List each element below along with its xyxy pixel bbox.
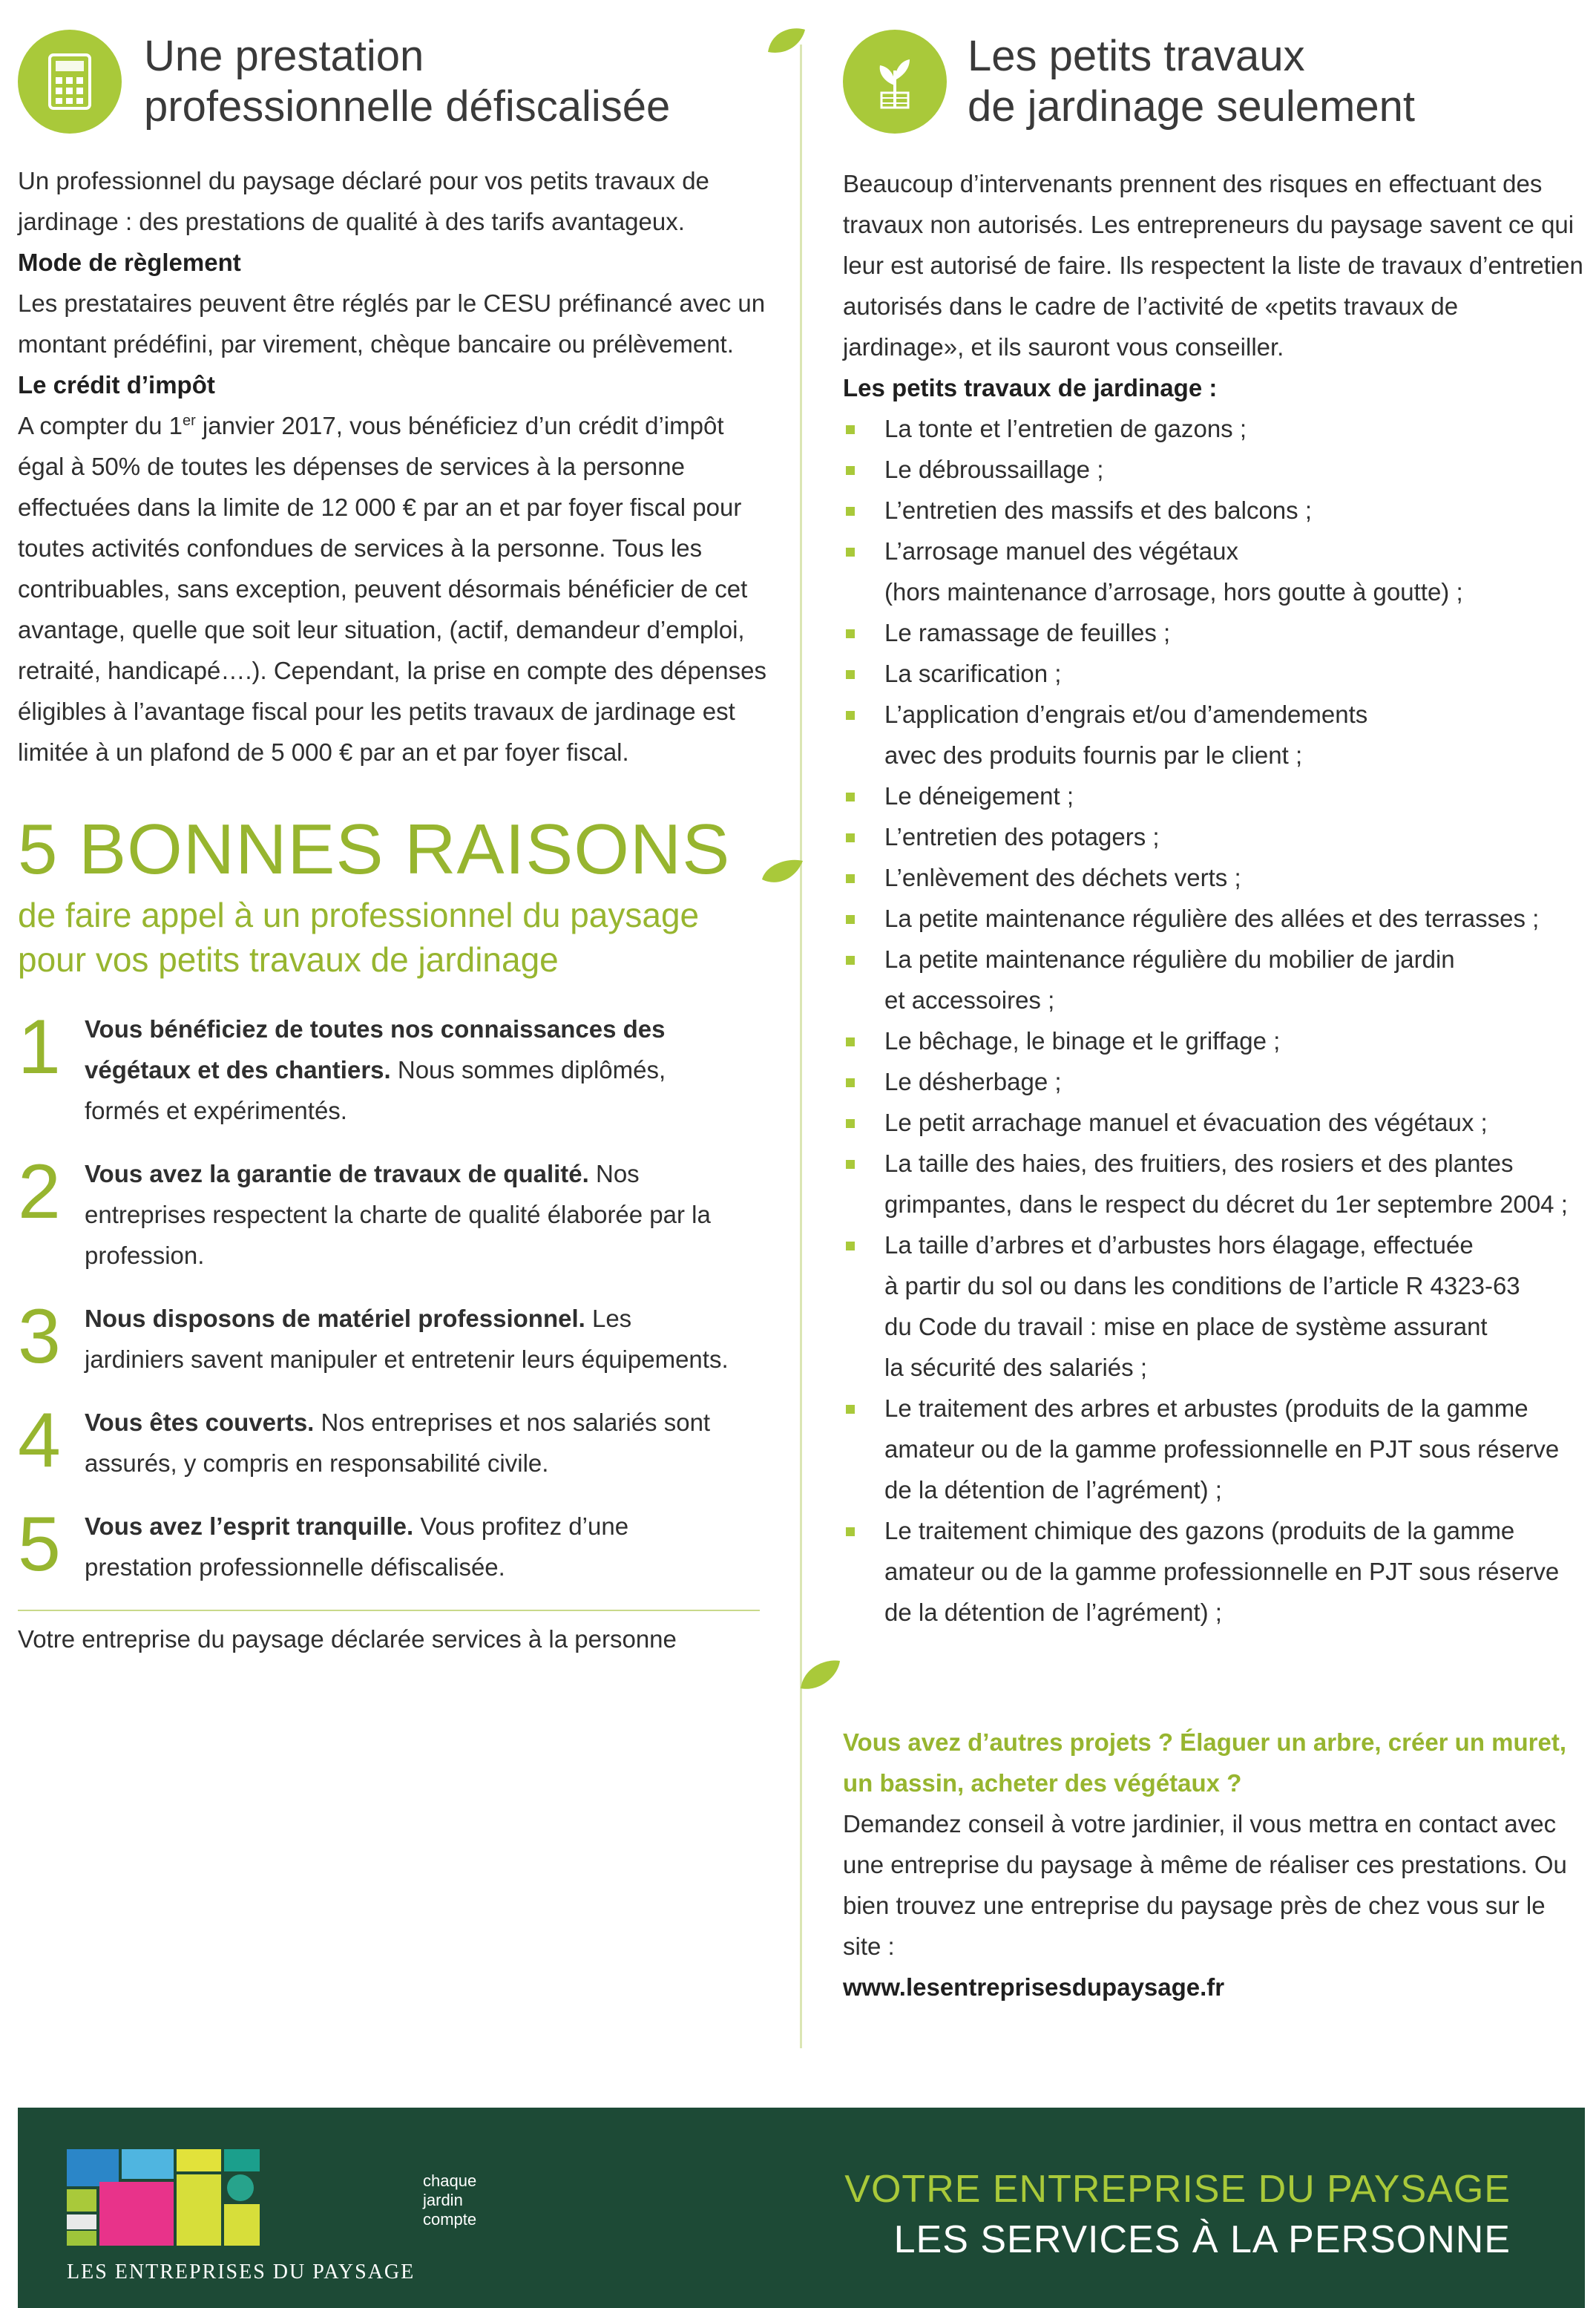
- reason-item: [18, 1397, 767, 1484]
- logo-tagline: chaque jardin compte: [423, 2171, 477, 2229]
- list-item: La petite maintenance régulière du mobilier de jardin et accessoires ;: [843, 939, 1585, 1020]
- tagline: Votre entreprise du paysage déclarée services à la personne: [18, 1625, 677, 1653]
- reasons-subtitle-2: pour vos petits travaux de jardinage: [18, 940, 559, 979]
- list-item: Le petit arrachage manuel et évacuation des végétaux ;: [843, 1102, 1585, 1143]
- list-item: L’entretien des massifs et des balcons ;: [843, 490, 1585, 531]
- reason-number: 5: [18, 1501, 61, 1587]
- leaf-icon: [797, 1655, 844, 1696]
- logo-mosaic: [67, 2149, 260, 2246]
- left-title-line2: professionnelle défiscalisée: [144, 82, 671, 131]
- list-item: Le ramassage de feuilles ;: [843, 612, 1585, 653]
- list-item: Le traitement des arbres et arbustes (produits de la gamme amateur ou de la gamme professionnelle en PJT sous réserve de la détention de l’agrément) ;: [843, 1388, 1585, 1510]
- company-logo: [67, 2149, 482, 2290]
- projects-question: Vous avez d’autres projets ? Élaguer un arbre, créer un muret, un bassin, acheter des végétaux ?: [843, 1728, 1567, 1797]
- left-title-line1: Une prestation: [144, 32, 424, 80]
- projects-block: [843, 1722, 1585, 2007]
- reason-item: [18, 1294, 767, 1380]
- credit-heading: Le crédit d’impôt: [18, 371, 215, 399]
- list-item: La taille d’arbres et d’arbustes hors élagage, effectuée à partir du sol ou dans les conditions de l’article R 4323-63 du Code du travail : mise en place de système assurant la sécurité des salariés ;: [843, 1225, 1585, 1388]
- calculator-icon: [18, 30, 122, 134]
- left-intro-block: [18, 160, 767, 773]
- leaf-icon: [764, 22, 809, 59]
- footer-line1: VOTRE ENTREPRISE DU PAYSAGE: [844, 2168, 1511, 2211]
- reasons-subtitle-1: de faire appel à un professionnel du paysage: [18, 896, 700, 934]
- footer-line2: LES SERVICES À LA PERSONNE: [893, 2218, 1511, 2261]
- list-item: La taille des haies, des fruitiers, des rosiers et des plantes grimpantes, dans le respect du décret du 1er septembre 2004 ;: [843, 1143, 1585, 1225]
- list-item: Le débroussaillage ;: [843, 449, 1585, 490]
- website-link[interactable]: www.lesentreprisesdupaysage.fr: [843, 1973, 1225, 2001]
- right-heading: [843, 30, 1585, 134]
- logo-name: LES ENTREPRISES DU PAYSAGE: [67, 2261, 416, 2284]
- intro-text: Un professionnel du paysage déclaré pour vos petits travaux de jardinage : des prestations de qualité à des tarifs avantageux.: [18, 167, 709, 235]
- reason-item: [18, 1004, 767, 1131]
- left-heading: [18, 30, 767, 134]
- reason-item: [18, 1149, 767, 1276]
- reason-number: 1: [18, 1004, 61, 1090]
- list-item: L’enlèvement des déchets verts ;: [843, 857, 1585, 898]
- projects-text: Demandez conseil à votre jardinier, il vous mettra en contact avec une entreprise du paysage à même de réaliser ces prestations. Ou bien trouvez une entreprise du paysage près de chez vous sur le site :: [843, 1810, 1567, 1960]
- reason-text: Vous avez l’esprit tranquille. Vous profitez d’une prestation professionnelle défiscalisée.: [85, 1512, 629, 1581]
- reasons-list: [18, 1004, 767, 1587]
- list-item: L’application d’engrais et/ou d’amendements avec des produits fournis par le client ;: [843, 694, 1585, 776]
- plant-icon: [843, 30, 947, 134]
- payment-text: Les prestataires peuvent être réglés par le CESU préfinancé avec un montant prédéfini, par virement, chèque bancaire ou prélèvement.: [18, 289, 766, 358]
- credit-text: A compter du 1er janvier 2017, vous bénéficiez d’un crédit d’impôt égal à 50% de toutes les dépenses de services à la personne effectuées dans la limite de 12 000 € par an et par foyer fiscal pour toutes activités confondues de services à la personne. Tous les contribuables, sans exception, peuvent désormais bénéficier de cet avantage, quelle que soit leur situation, (actif, demandeur d’emploi, retraité, handicapé….). Cependant, la prise en compte des dépenses éligibles à l’avantage fiscal pour les petits travaux de jardinage est limitée à un plafond de 5 000 € par an et par foyer fiscal.: [18, 412, 766, 766]
- footer-slogan: [844, 2167, 1511, 2262]
- list-item: L’arrosage manuel des végétaux (hors maintenance d’arrosage, hors goutte à goutte) ;: [843, 531, 1585, 612]
- reason-text: Vous êtes couverts. Nos entreprises et nos salariés sont assurés, y compris en responsabilité civile.: [85, 1409, 711, 1477]
- payment-heading: Mode de règlement: [18, 249, 241, 276]
- right-title-line1: Les petits travaux: [968, 32, 1305, 80]
- list-item: L’entretien des potagers ;: [843, 816, 1585, 857]
- reason-number: 3: [18, 1294, 61, 1380]
- garden-tasks-list: [843, 408, 1585, 1633]
- reason-text: Vous avez la garantie de travaux de qualité. Nos entreprises respectent la charte de qualité élaborée par la profession.: [85, 1160, 711, 1269]
- list-item: Le traitement chimique des gazons (produits de la gamme amateur ou de la gamme professionnelle en PJT sous réserve de la détention de l’agrément) ;: [843, 1510, 1585, 1633]
- reason-item: [18, 1501, 767, 1587]
- list-item: La tonte et l’entretien de gazons ;: [843, 408, 1585, 449]
- reasons-section: [18, 810, 767, 1659]
- list-item: Le déneigement ;: [843, 776, 1585, 816]
- list-item: La petite maintenance régulière des allées et des terrasses ;: [843, 898, 1585, 939]
- right-column: [843, 30, 1585, 2007]
- reason-text: Nous disposons de matériel professionnel. Les jardiniers savent manipuler et entretenir leurs équipements.: [85, 1305, 729, 1373]
- list-item: Le désherbage ;: [843, 1061, 1585, 1102]
- column-divider: [800, 45, 802, 2048]
- left-column: [18, 30, 767, 1659]
- reasons-title: 5 BONNES RAISONS: [18, 810, 731, 889]
- footer-banner: [18, 2108, 1585, 2308]
- list-item: Le bêchage, le binage et le griffage ;: [843, 1020, 1585, 1061]
- right-intro: Beaucoup d’intervenants prennent des risques en effectuant des travaux non autorisés. Les entrepreneurs du paysage savent ce qui leur est autorisé de faire. Ils respectent la liste de travaux d’entretien autorisés dans le cadre de l’activité de «petits travaux de jardinage», et ils sauront vous conseiller.: [843, 170, 1583, 361]
- right-title-line2: de jardinage seulement: [968, 82, 1415, 131]
- list-item: La scarification ;: [843, 653, 1585, 694]
- reason-number: 4: [18, 1397, 61, 1484]
- reason-number: 2: [18, 1149, 61, 1235]
- tagline-divider: [18, 1610, 760, 1611]
- reason-text: Vous bénéficiez de toutes nos connaissances des végétaux et des chantiers. Nous sommes diplômés, formés et expérimentés.: [85, 1015, 666, 1124]
- list-heading: Les petits travaux de jardinage :: [843, 374, 1218, 401]
